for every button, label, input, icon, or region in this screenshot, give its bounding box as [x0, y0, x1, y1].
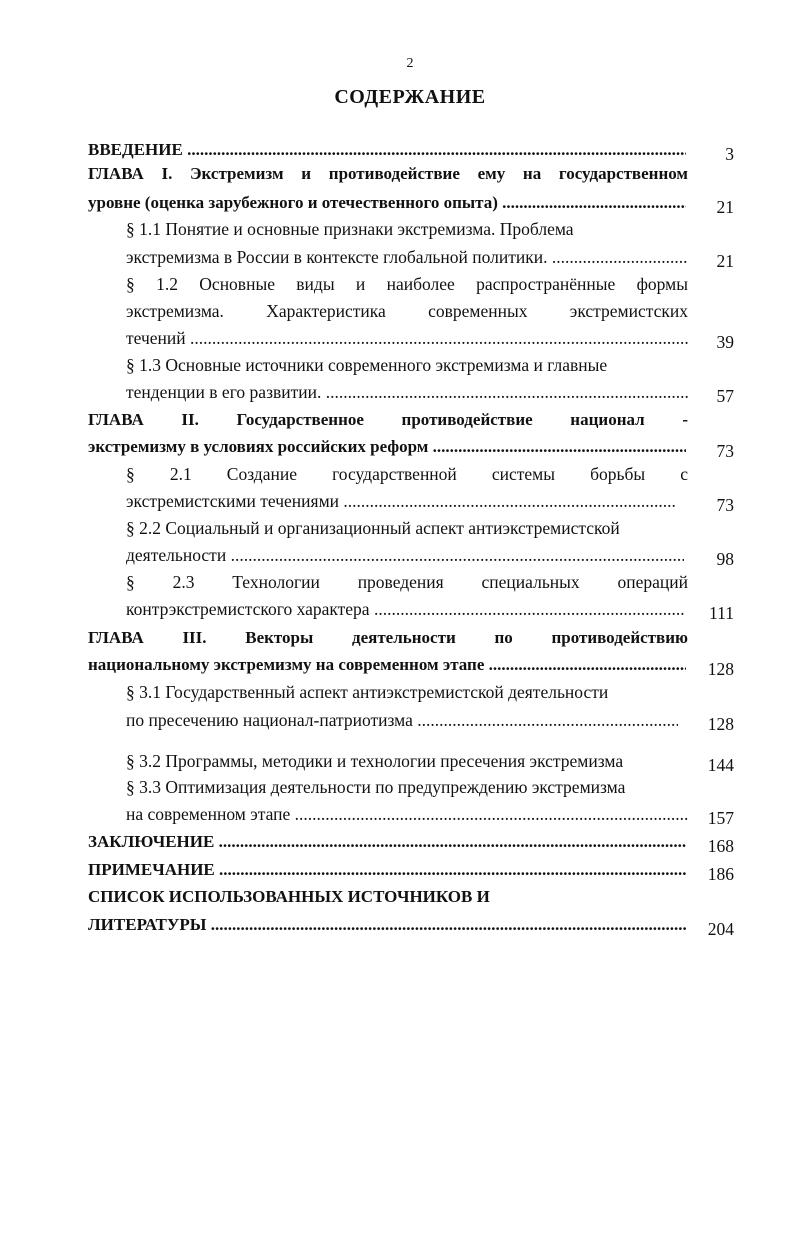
toc-entry-3-2[interactable]: § 3.2 Программы, методики и технологии пресечения экстремизма: [126, 751, 624, 771]
toc-entry-2-2-line2[interactable]: деятельности .....: [126, 541, 684, 569]
toc-page-2-2: 98: [716, 549, 734, 569]
toc-page-chapter-2: 73: [716, 441, 734, 461]
toc-entry-2-3-line2[interactable]: контрэкстремистского характера .....: [126, 595, 684, 623]
toc-entry-2-1[interactable]: § 2.1 Создание государственной системы борьбы с: [126, 464, 688, 484]
toc-page-conclusion: 168: [707, 836, 734, 856]
toc-entry-chapter-1-line2[interactable]: уровне (оценка зарубежного и отечественного опыта) .....: [88, 189, 686, 217]
toc-page-3-2: 144: [707, 755, 734, 775]
toc-page-1-3: 57: [716, 386, 734, 406]
toc-entry-chapter-1[interactable]: ГЛАВА I. Экстремизм и противодействие ему на государственном: [88, 164, 688, 183]
toc-entry-3-1-line2[interactable]: по пресечению национал-патриотизма .....: [126, 706, 678, 734]
toc-entry-1-2[interactable]: § 1.2 Основные виды и наиболее распространённые формы: [126, 274, 688, 294]
toc-entry-2-3[interactable]: § 2.3 Технологии проведения специальных операций: [126, 572, 688, 592]
toc-page-1-1: 21: [716, 251, 734, 271]
toc-page-2-3: 111: [709, 603, 734, 623]
toc-entry-2-2[interactable]: § 2.2 Социальный и организационный аспект антиэкстремистской: [126, 518, 620, 538]
toc-page-bibliography: 204: [707, 919, 734, 939]
toc-entry-3-1[interactable]: § 3.1 Государственный аспект антиэкстремистской деятельности: [126, 682, 609, 702]
toc-entry-1-3-line2[interactable]: тенденции в его развитии. .....: [126, 378, 688, 406]
toc-page-intro: 3: [725, 144, 734, 164]
toc-page-chapter-3: 128: [707, 659, 734, 679]
toc-entry-chapter-3-line2[interactable]: национальному экстремизму на современном этапе .....: [88, 651, 686, 679]
toc-entry-intro[interactable]: ВВЕДЕНИЕ .....: [88, 136, 686, 164]
toc-entry-1-1[interactable]: § 1.1 Понятие и основные признаки экстремизма. Проблема: [126, 219, 574, 239]
toc-entry-chapter-2[interactable]: ГЛАВА II. Государственное противодействие национал -: [88, 410, 688, 429]
page-title: СОДЕРЖАНИЕ: [334, 86, 486, 108]
toc-page-chapter-1: 21: [716, 197, 734, 217]
toc-entry-chapter-3[interactable]: ГЛАВА III. Векторы деятельности по противодействию: [88, 628, 688, 647]
toc-entry-1-1-line2[interactable]: экстремизма в России в контексте глобальной политики. .....: [126, 243, 688, 271]
toc-page-2-1: 73: [716, 495, 734, 515]
toc-page-3-1: 128: [707, 714, 734, 734]
toc-entry-2-1-line2[interactable]: экстремистскими течениями .....: [126, 487, 676, 515]
page-number: 2: [406, 56, 414, 71]
toc-page-notes: 186: [707, 864, 734, 884]
toc-entry-bibliography[interactable]: СПИСОК ИСПОЛЬЗОВАННЫХ ИСТОЧНИКОВ И: [88, 887, 490, 906]
toc-entry-conclusion[interactable]: ЗАКЛЮЧЕНИЕ .....: [88, 828, 686, 856]
toc-entry-1-2-line3[interactable]: течений .....: [126, 324, 688, 352]
toc-entry-1-3[interactable]: § 1.3 Основные источники современного экстремизма и главные: [126, 355, 608, 375]
toc-page-1-2: 39: [716, 332, 734, 352]
toc-entry-bibliography-line2[interactable]: ЛИТЕРАТУРЫ .....: [88, 911, 686, 939]
toc-entry-chapter-2-line2[interactable]: экстремизму в условиях российских реформ .....: [88, 433, 686, 461]
toc-entry-1-2-line2[interactable]: экстремизма. Характеристика современных экстремистских: [126, 301, 688, 321]
toc-entry-3-3-line2[interactable]: на современном этапе .....: [126, 800, 688, 828]
toc-entry-notes[interactable]: ПРИМЕЧАНИЕ .....: [88, 856, 686, 884]
toc-entry-3-3[interactable]: § 3.3 Оптимизация деятельности по предупреждению экстремизма: [126, 777, 626, 797]
toc-page-3-3: 157: [707, 808, 734, 828]
